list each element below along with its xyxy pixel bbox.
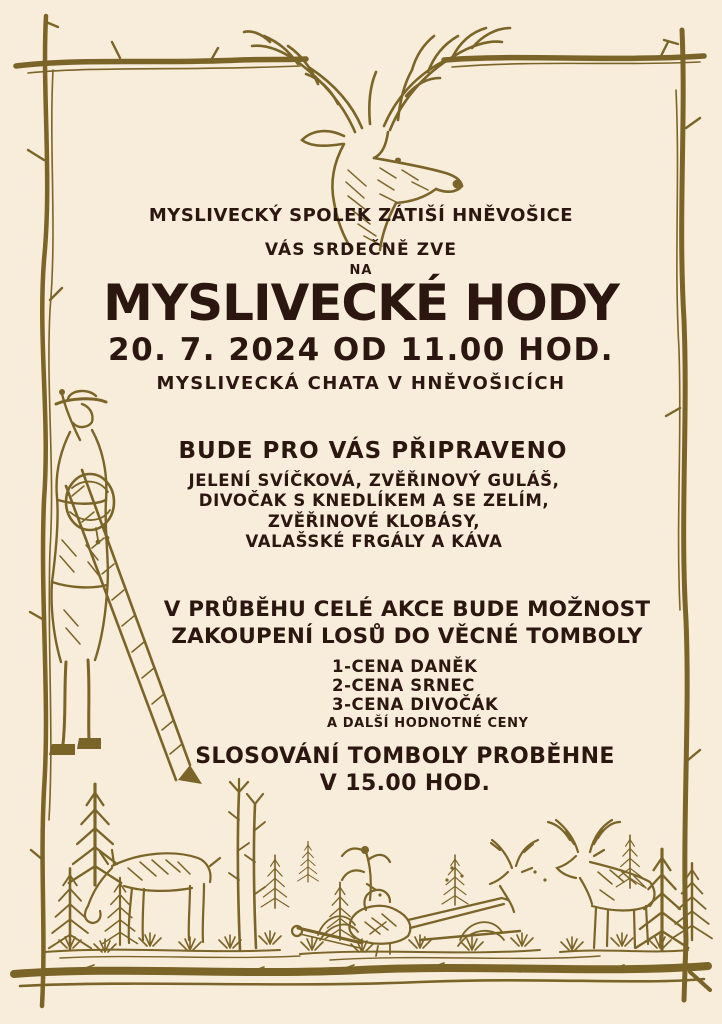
event-title: MYSLIVECKÉ HODY — [103, 274, 619, 332]
prize-item: 2-CENA SRNEC — [332, 676, 476, 696]
tombola-heading-line: V PRŮBĚHU CELÉ AKCE BUDE MOŽNOST — [163, 597, 651, 622]
organizer-line: MYSLIVECKÝ SPOLEK ZÁTIŠÍ HNĚVOŠICE — [148, 205, 574, 226]
prize-item: 1-CENA DANĚK — [332, 657, 478, 676]
prize-list — [332, 657, 498, 715]
tombola-heading-line: ZAKOUPENÍ LOSŮ DO VĚCNÉ TOMBOLY — [171, 624, 643, 649]
event-venue: MYSLIVECKÁ CHATA V HNĚVOŠICÍCH — [156, 373, 566, 394]
invitation-line: VÁS SRDEČNĚ ZVE — [264, 240, 458, 260]
prize-item: 3-CENA DIVOČÁK — [332, 695, 499, 715]
more-prizes-line: A DALŠÍ HODNOTNÉ CENY — [327, 716, 529, 731]
tombola-draw-info — [88, 743, 722, 797]
menu-item: ZVĚŘINOVÉ KLOBÁSY, — [267, 511, 481, 531]
menu-heading: BUDE PRO VÁS PŘIPRAVENO — [178, 438, 568, 464]
draw-line: SLOSOVÁNÍ TOMBOLY PROBĚHNE — [195, 744, 615, 769]
menu-item: VALAŠSKÉ FRGÁLY A KÁVA — [245, 532, 503, 552]
event-datetime: 20. 7. 2024 OD 11.00 HOD. — [108, 332, 614, 368]
draw-line: V 15.00 HOD. — [319, 771, 491, 796]
forest-scene-illustration — [45, 779, 712, 960]
menu-item: DIVOČAK S KNEDLÍKEM A SE ZELÍM, — [198, 491, 550, 511]
menu-item: JELENÍ SVÍČKOVÁ, ZVĚŘINOVÝ GULÁŠ, — [188, 471, 560, 490]
menu-list — [26, 471, 722, 553]
preposition-line: NA — [349, 263, 373, 278]
tombola-heading — [92, 596, 722, 650]
